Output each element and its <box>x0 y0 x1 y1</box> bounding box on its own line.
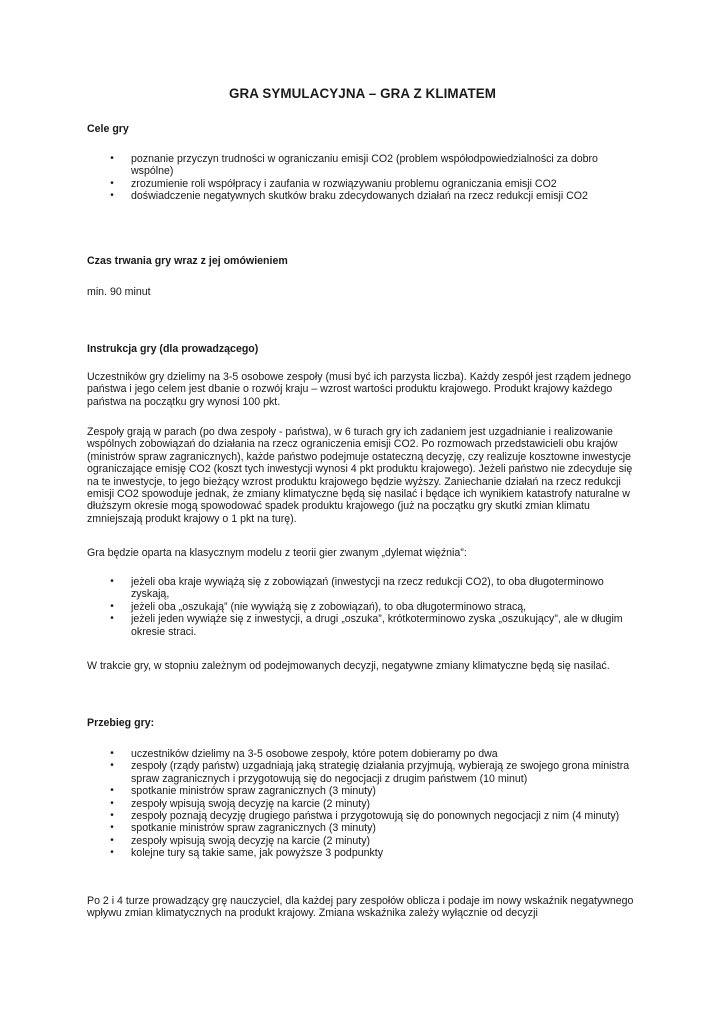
bullet-icon: • <box>110 834 114 846</box>
bullet-icon: • <box>110 153 114 164</box>
instruction-heading: Instrukcja gry (dla prowadzącego) <box>87 343 259 355</box>
list-item: • jeżeli jeden wywiąże się z inwestycji, a drugi „oszuka”, krótkoterminowo zyska „oszukujący”, ale w długim okresie straci. <box>87 613 642 638</box>
goals-list <box>87 153 642 203</box>
list-item: • zespoły poznają decyzję drugiego państwa i przygotowują się do ponownych negocjacji z nim (4 minuty) <box>87 810 642 822</box>
bullet-icon: • <box>110 190 114 202</box>
goals-heading: Cele gry <box>87 123 129 135</box>
list-item: • uczestników dzielimy na 3-5 osobowe zespoły, które potem dobieramy po dwa <box>87 748 642 760</box>
bullet-icon: • <box>110 177 114 189</box>
bullet-icon: • <box>110 810 114 822</box>
bullet-icon: • <box>110 748 114 759</box>
bullet-icon: • <box>110 760 114 772</box>
list-item: • doświadczenie negatywnych skutków braku zdecydowanych działań na rzecz redukcji emisji CO2 <box>87 190 642 202</box>
list-item: • poznanie przyczyn trudności w ograniczaniu emisji CO2 (problem współodpowiedzialności za dobro wspólne) <box>87 153 642 178</box>
bullet-icon: • <box>110 847 114 859</box>
duration-value: min. 90 minut <box>87 286 151 298</box>
duration-heading: Czas trwania gry wraz z jej omówieniem <box>87 255 288 267</box>
list-item: • zespoły wpisują swoją decyzję na karcie (2 minuty) <box>87 798 642 810</box>
course-list <box>87 748 642 860</box>
bullet-icon: • <box>110 576 114 587</box>
course-paragraph: Po 2 i 4 turze prowadzący grę nauczyciel, dla każdej pary zespołów oblicza i podaje im nowy wskaźnik negatywnego wpływu zmian klimatycznych na produkt krajowy. Zmiana wskaźnika zależy wyłącznie od decyzji <box>87 895 634 920</box>
instruction-paragraph-4: W trakcie gry, w stopniu zależnym od podejmowanych decyzji, negatywne zmiany klimatyczne będą się nasilać. <box>87 660 610 672</box>
list-item: • jeżeli oba „oszukają” (nie wywiążą się z zobowiązań), to oba długoterminowo stracą, <box>87 601 642 613</box>
instruction-paragraph-3: Gra będzie oparta na klasycznym modelu z teorii gier zwanym „dylemat więźnia”: <box>87 547 467 559</box>
list-item: • spotkanie ministrów spraw zagranicznych (3 minuty) <box>87 785 642 797</box>
bullet-icon: • <box>110 797 114 809</box>
list-item: • zrozumienie roli współpracy i zaufania w rozwiązywaniu problemu ograniczania emisji CO2 <box>87 178 642 190</box>
list-item: • jeżeli oba kraje wywiążą się z zobowiązań (inwestycji na rzecz redukcji CO2), to oba długoterminowo zyskają, <box>87 576 642 601</box>
list-item: • spotkanie ministrów spraw zagranicznych (3 minuty) <box>87 822 642 834</box>
bullet-icon: • <box>110 613 114 625</box>
instruction-paragraph-2: Zespoły grają w parach (po dwa zespoły - państwa), w 6 turach gry ich zadaniem jest uzgadnianie i realizowanie wspólnych zobowiązań do działania na rzecz ograniczenia emisji CO2. Po rozmowach przedstawicieli obu krajów (ministrów spraw zagranicznych), każde państwo podejmuje ostateczną decyzję, czy realizuje kosztowne inwestycje ograniczające emisję CO2 (koszt tych inwestycji wynosi 4 pkt produktu krajowego). Jeżeli państwo nie zdecyduje się na te inwestycje, to jego bieżący wzrost produktu krajowego będzie wyższy. Zaniechanie działań na rzecz redukcji emisji CO2 spowoduje jednak, że zmiany klimatyczne będą się nasilać i będące ich wynikiem katastrofy naturalne w dłuższym okresie mogą spowodować spadek produktu krajowego (już na początku gry skutki zmian klimatu zmniejszają produkt krajowy o 1 pkt na turę). <box>87 426 633 525</box>
list-item: • kolejne tury są takie same, jak powyższe 3 podpunkty <box>87 847 642 859</box>
bullet-icon: • <box>110 785 114 797</box>
bullet-icon: • <box>110 822 114 834</box>
bullet-icon: • <box>110 600 114 612</box>
dilemma-list <box>87 576 642 638</box>
course-heading: Przebieg gry: <box>87 717 155 729</box>
document-title: GRA SYMULACYJNA – GRA Z KLIMATEM <box>228 86 497 101</box>
instruction-paragraph-1: Uczestników gry dzielimy na 3-5 osobowe zespoły (musi być ich parzysta liczba). Każdy zespół jest rządem jednego państwa i jego celem jest dbanie o rozwój kraju – wzrost wartości produktu krajowego. Produkt krajowy każdego państwa na początku gry wynosi 100 pkt. <box>87 371 632 408</box>
list-item: • zespoły (rządy państw) uzgadniają jaką strategię działania przyjmują, wybierają ze swojego grona ministra spraw zagranicznych i przygotowują się do negocjacji z drugim państwem (10 minut) <box>87 760 642 785</box>
list-item: • zespoły wpisują swoją decyzję na karcie (2 minuty) <box>87 835 642 847</box>
